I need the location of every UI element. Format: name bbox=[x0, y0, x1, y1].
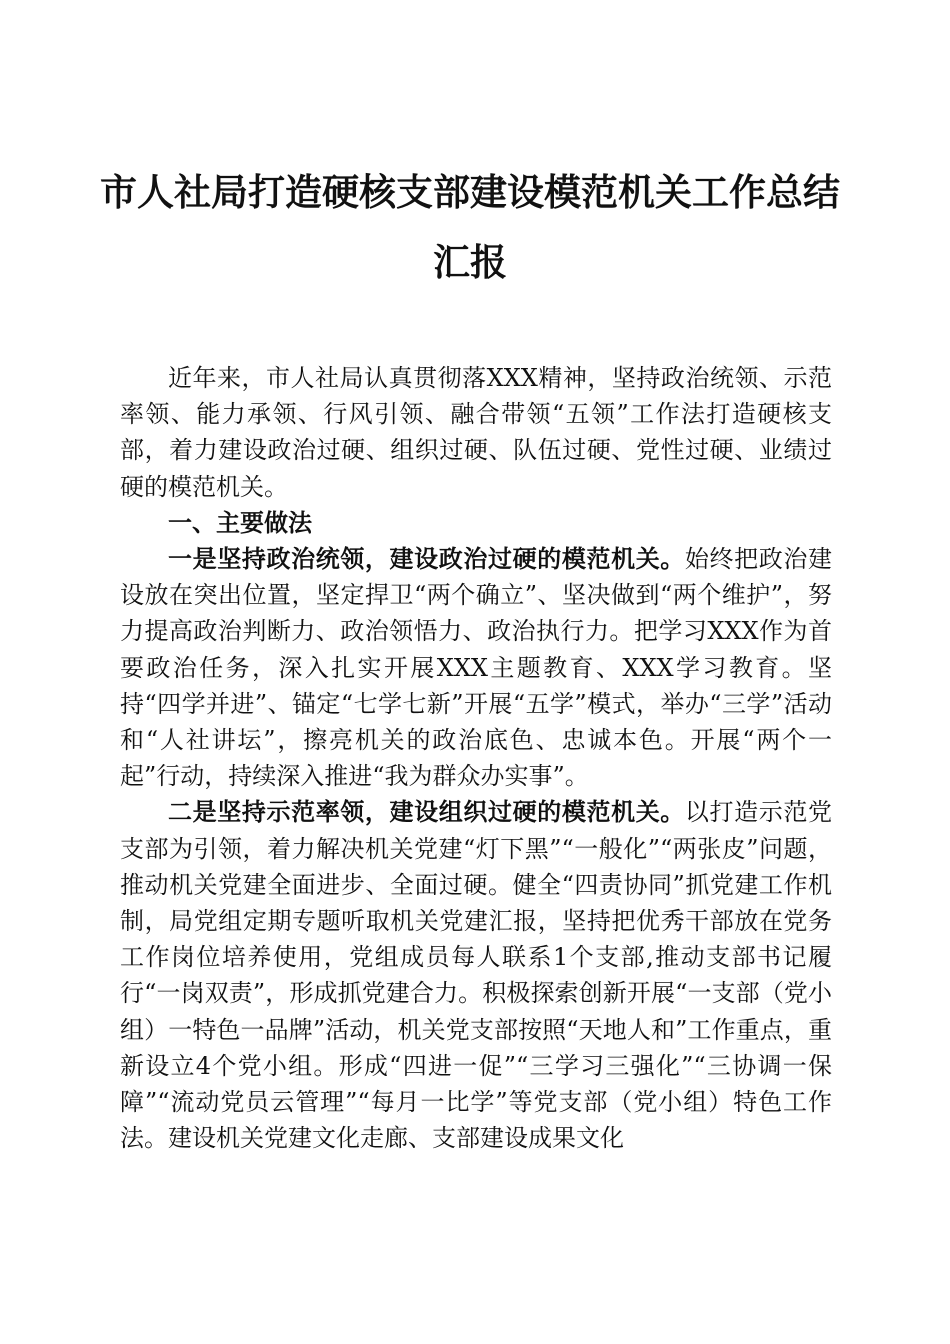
document-title-line-2: 汇报 bbox=[433, 240, 507, 284]
paragraph-1 bbox=[120, 541, 832, 794]
paragraph-1-body: 始终把政治建设放在突出位置，坚定捍卫“两个确立”、坚决做到“两个维护”，努力提高政治判断力、政治领悟力、政治执行力。把学习XXX作为首要政治任务，深入扎实开展XXX主题教育、XXX学习教育。坚持“四学并进”、锚定“七学七新”开展“五学”模式，举办“三学”活动和“人社讲坛”，擦亮机关的政治底色、忠诚本色。开展“两个一起”行动，持续深入推进“我为群众办实事”。 bbox=[120, 545, 832, 791]
document-body bbox=[120, 360, 832, 1156]
document-title-line-1: 市人社局打造硬核支部建设模范机关工作总结 bbox=[100, 170, 840, 214]
paragraph-2-lead: 二是坚持示范率领，建设组织过硬的模范机关。 bbox=[168, 797, 685, 827]
intro-paragraph: 近年来，市人社局认真贯彻落XXX精神，坚持政治统领、示范率领、能力承领、行风引领、融合带领“五领”工作法打造硬核支部，着力建设政治过硬、组织过硬、队伍过硬、党性过硬、业绩过硬的模范机关。 bbox=[120, 364, 832, 501]
paragraph-2 bbox=[120, 794, 832, 1156]
section-heading: 一、主要做法 bbox=[168, 507, 312, 537]
paragraph-2-body: 以打造示范党支部为引领，着力解决机关党建“灯下黑”“一般化”“两张皮”问题，推动机关党建全面进步、全面过硬。健全“四责协同”抓党建工作机制，局党组定期专题听取机关党建汇报，坚持把优秀干部放在党务工作岗位培养使用，党组成员每人联系1个支部,推动支部书记履行“一岗双责”，形成抓党建合力。积极探索创新开展“一支部（党小组）一特色一品牌”活动，机关党支部按照“天地人和”工作重点，重新设立4个党小组。形成“四进一促”“三学习三强化”“三协调一保障”“流动党员云管理”“每月一比学”等党支部（党小组）特色工作法。建设机关党建文化走廊、支部建设成果文化 bbox=[120, 798, 832, 1153]
paragraph-1-lead: 一是坚持政治统领，建设政治过硬的模范机关。 bbox=[168, 544, 685, 574]
